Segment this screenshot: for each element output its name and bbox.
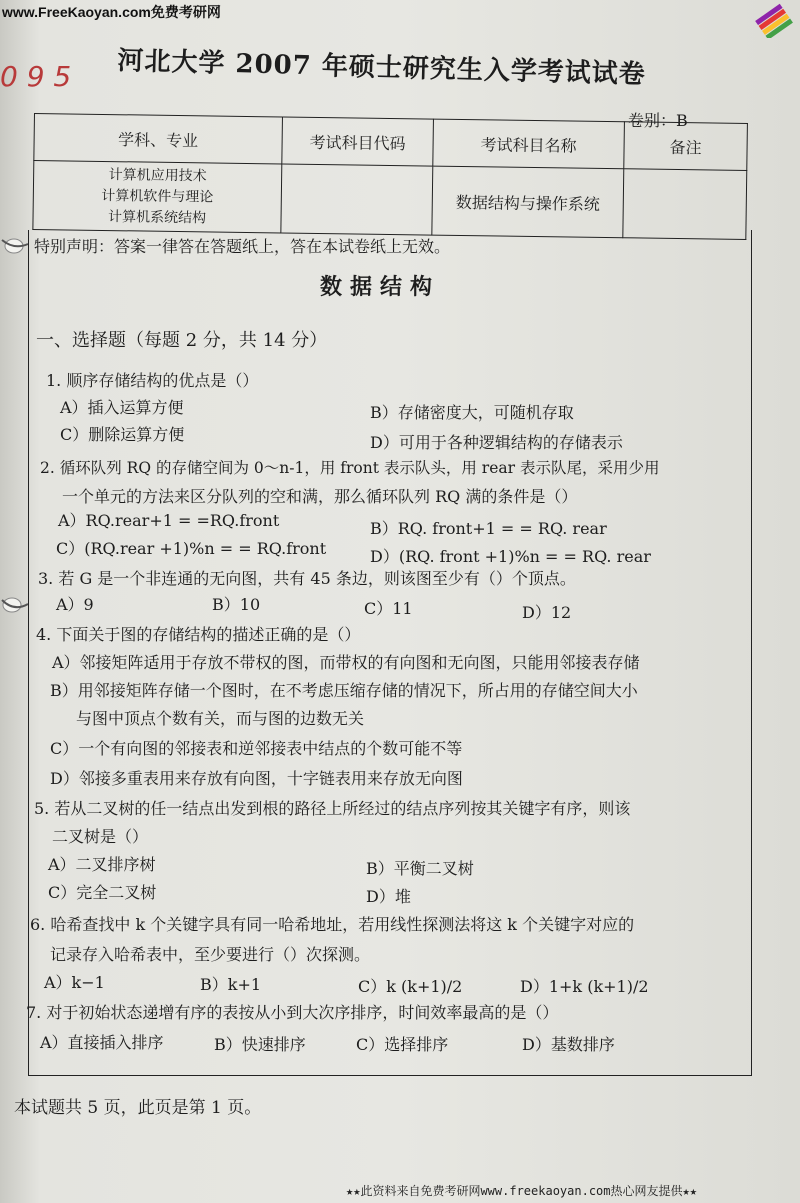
q3-option-b: B）10 <box>212 595 261 614</box>
q2-option-c: C）(RQ.rear +1)%n = = RQ.front <box>56 539 327 558</box>
q4-option-b-line2: 与图中顶点个数有关，而与图的边数无关 <box>76 709 365 728</box>
q5-option-b: B）平衡二叉树 <box>366 859 474 878</box>
q2-stem-line1: 2. 循环队列 RQ 的存储空间为 0～n-1，用 front 表示队头，用 rear 表示队尾，采用少用 <box>40 459 660 477</box>
q5-option-a: A）二叉排序树 <box>48 855 156 874</box>
q4-option-d: D）邻接多重表用来存放有向图，十字链表用来存放无向图 <box>50 769 463 788</box>
q7-option-a: A）直接插入排序 <box>40 1033 164 1052</box>
major-item: 计算机应用技术 <box>108 166 207 184</box>
part-title: 一、选择题（每题 2 分，共 14 分） <box>36 330 328 351</box>
header-cell-major: 学科、专业 <box>34 114 283 164</box>
handwritten-mark: 0 9 5 <box>0 60 72 93</box>
exam-info-table <box>32 113 748 240</box>
major-item: 计算机软件与理论 <box>101 187 214 206</box>
q7-option-d: D）基数排序 <box>522 1035 615 1054</box>
q4-option-a: A）邻接矩阵适用于存放不带权的图，而带权的有向图和无向图，只能用邻接表存储 <box>52 653 640 672</box>
q2-option-b: B）RQ. front+1 = = RQ. rear <box>370 519 607 538</box>
q3-option-a: A）9 <box>56 595 94 614</box>
q5-option-c: C）完全二叉树 <box>48 883 157 902</box>
q6-option-d: D）1+k (k+1)/2 <box>520 977 649 996</box>
q1-option-a: A）插入运算方便 <box>60 398 184 417</box>
q4-option-b-line1: B）用邻接矩阵存储一个图时，在不考虑压缩存储的情况下，所占用的存储空间大小 <box>50 681 638 700</box>
majors-cell <box>33 161 282 233</box>
header-cell-code: 考试科目代码 <box>282 117 434 166</box>
q3-stem: 3. 若 G 是一个非连通的无向图，共有 45 条边，则该图至少有（）个顶点。 <box>38 569 576 588</box>
q4-stem: 4. 下面关于图的存储结构的描述正确的是（） <box>36 625 361 644</box>
section-title: 数据结构 <box>320 274 441 300</box>
q6-stem-line1: 6. 哈希查找中 k 个关键字具有同一哈希地址，若用线性探测法将这 k 个关键字对应的 <box>30 915 635 934</box>
q1-option-b: B）存储密度大，可随机存取 <box>370 403 574 422</box>
q7-option-b: B）快速排序 <box>214 1035 306 1054</box>
q1-stem: 1. 顺序存储结构的优点是（） <box>46 371 259 390</box>
q3-option-d: D）12 <box>522 603 572 622</box>
q2-option-d: D）(RQ. front +1)%n = = RQ. rear <box>370 547 651 566</box>
q5-stem-line1: 5. 若从二叉树的任一结点出发到根的路径上所经过的结点序列按其关键字有序，则该 <box>34 799 631 818</box>
exam-title: 河北大学 2007 年硕士研究生入学考试试卷 <box>117 45 647 90</box>
q2-option-a: A）RQ.rear+1 = =RQ.front <box>58 511 280 530</box>
q2-stem-line2: 一个单元的方法来区分队列的空和满，那么循环队列 RQ 满的条件是（） <box>62 487 578 506</box>
q1-option-c: C）删除运算方便 <box>60 425 185 444</box>
header-cell-remark: 备注 <box>624 122 748 171</box>
q7-stem: 7. 对于初始状态递增有序的表按从小到大次序排序，时间效率最高的是（） <box>26 1003 559 1022</box>
code-cell <box>281 164 433 235</box>
notice: 特别声明：答案一律答在答题纸上，答在本试卷纸上无效。 <box>34 237 451 256</box>
q6-option-a: A）k−1 <box>44 973 105 992</box>
q5-option-d: D）堆 <box>366 887 411 906</box>
binding-hole <box>3 598 21 612</box>
remark-cell <box>623 169 747 240</box>
header-cell-name: 考试科目名称 <box>433 119 625 169</box>
q6-option-b: B）k+1 <box>200 975 262 994</box>
q4-option-c: C）一个有向图的邻接表和逆邻接表中结点的个数可能不等 <box>50 739 463 758</box>
freekaoyan-logo-icon <box>752 2 796 38</box>
subject-cell: 数据结构与操作系统 <box>432 166 624 238</box>
q6-stem-line2: 记录存入哈希表中，至少要进行（）次探测。 <box>50 945 371 964</box>
q6-option-c: C）k (k+1)/2 <box>358 977 463 996</box>
q1-option-d: D）可用于各种逻辑结构的存储表示 <box>370 433 623 452</box>
major-item: 计算机系统结构 <box>107 208 207 226</box>
q3-option-c: C）11 <box>364 599 413 618</box>
paper-version: 卷别：B <box>628 111 688 130</box>
page-footer: 本试题共 5 页，此页是第 1 页。 <box>14 1098 262 1118</box>
q5-stem-line2: 二叉树是（） <box>52 827 149 846</box>
q7-option-c: C）选择排序 <box>356 1035 449 1054</box>
watermark-bottom: ★★此资料来自免费考研网www.freekaoyan.com热心网友提供★★ <box>346 1184 697 1198</box>
watermark-top: www.FreeKaoyan.com免费考研网 <box>2 4 221 20</box>
